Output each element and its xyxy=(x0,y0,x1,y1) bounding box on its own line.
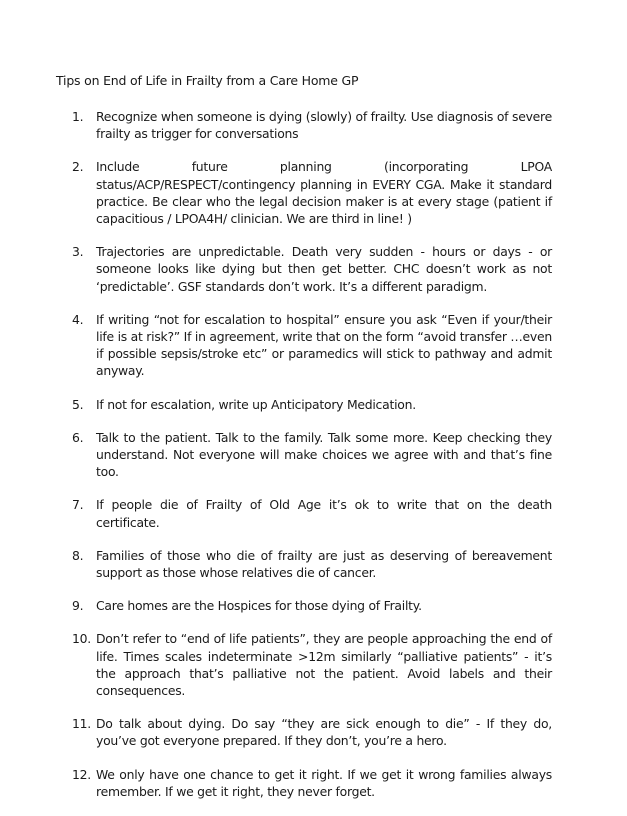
tip-text: Trajectories are unpredictable. Death very sudden - hours or days - or someone looks like dying but then get better. CHC doesn’t work as not ‘predictable’. GSF standards don’t work. It’s a different paradigm. xyxy=(96,244,552,294)
tip-number: 4. xyxy=(72,311,84,327)
tip-number: 6. xyxy=(72,429,84,445)
tip-number: 1. xyxy=(72,109,84,124)
tip-number: 12. xyxy=(72,766,91,782)
tip-text: Do talk about dying. Do say “they are sick enough to die” - If they do, you’ve got everyone prepared. If they don’t, you’re a hero. xyxy=(96,716,552,749)
tip-item xyxy=(72,496,552,530)
tip-item xyxy=(72,311,552,380)
tip-number: 10. xyxy=(72,631,91,647)
tip-text: We only have one chance to get it right. If we get it wrong families always remember. If we get it right, they never forget. xyxy=(96,766,552,799)
tip-text: Care homes are the Hospices for those dying of Frailty. xyxy=(96,598,422,614)
tip-item xyxy=(72,396,552,413)
tip-text: If writing “not for escalation to hospital” ensure you ask “Even if your/their life is at risk?” If in agreement, write that on the form “avoid transfer …even if possible sepsis/stroke etc” or paramedics will stick to pathway and admit anyway. xyxy=(96,311,552,379)
tip-number: 7. xyxy=(72,497,84,513)
tip-item xyxy=(72,715,552,749)
tip-text: Talk to the patient. Talk to the family. Talk some more. Keep checking they understand. Not everyone will make choices we agree with and that’s fine too. xyxy=(96,429,552,480)
tip-text: Recognize when someone is dying (slowly) of frailty. Use diagnosis of severe frailty as trigger for conversations xyxy=(96,109,552,142)
tip-number: 2. xyxy=(72,159,84,175)
document-title: Tips on End of Life in Frailty from a Care Home GP xyxy=(56,73,359,88)
tip-text: Don’t refer to “end of life patients”, they are people approaching the end of life. Times scales indeterminate >12m similarly “palliative patients” - it’s the approach that’s palliative not the patient. Avoid labels and their consequences. xyxy=(96,631,552,699)
tip-item xyxy=(72,243,552,295)
tip-number: 9. xyxy=(72,598,84,614)
tip-item xyxy=(72,429,552,481)
tip-text: If not for escalation, write up Anticipatory Medication. xyxy=(96,396,416,412)
tip-item xyxy=(72,108,552,142)
tip-item xyxy=(72,547,552,581)
tip-text: If people die of Frailty of Old Age it’s ok to write that on the death certificate. xyxy=(96,497,552,530)
tip-item xyxy=(72,630,552,699)
tip-number: 8. xyxy=(72,547,84,563)
tip-number: 5. xyxy=(72,396,84,412)
tip-number: 3. xyxy=(72,244,84,260)
tip-text: Include future planning (incorporating LPOA status/ACP/RESPECT/contingency planning in EVERY CGA. Make it standard practice. Be clear who the legal decision maker is at every stage (patient if capacitious / LPOA4H/ clinician. We are third in line! ) xyxy=(96,159,552,227)
tip-number: 11. xyxy=(72,716,91,732)
tip-item xyxy=(72,597,552,614)
tip-item xyxy=(72,158,552,227)
tips-list xyxy=(72,108,552,816)
tip-text: Families of those who die of frailty are just as deserving of bereavement support as those whose relatives die of cancer. xyxy=(96,547,552,581)
